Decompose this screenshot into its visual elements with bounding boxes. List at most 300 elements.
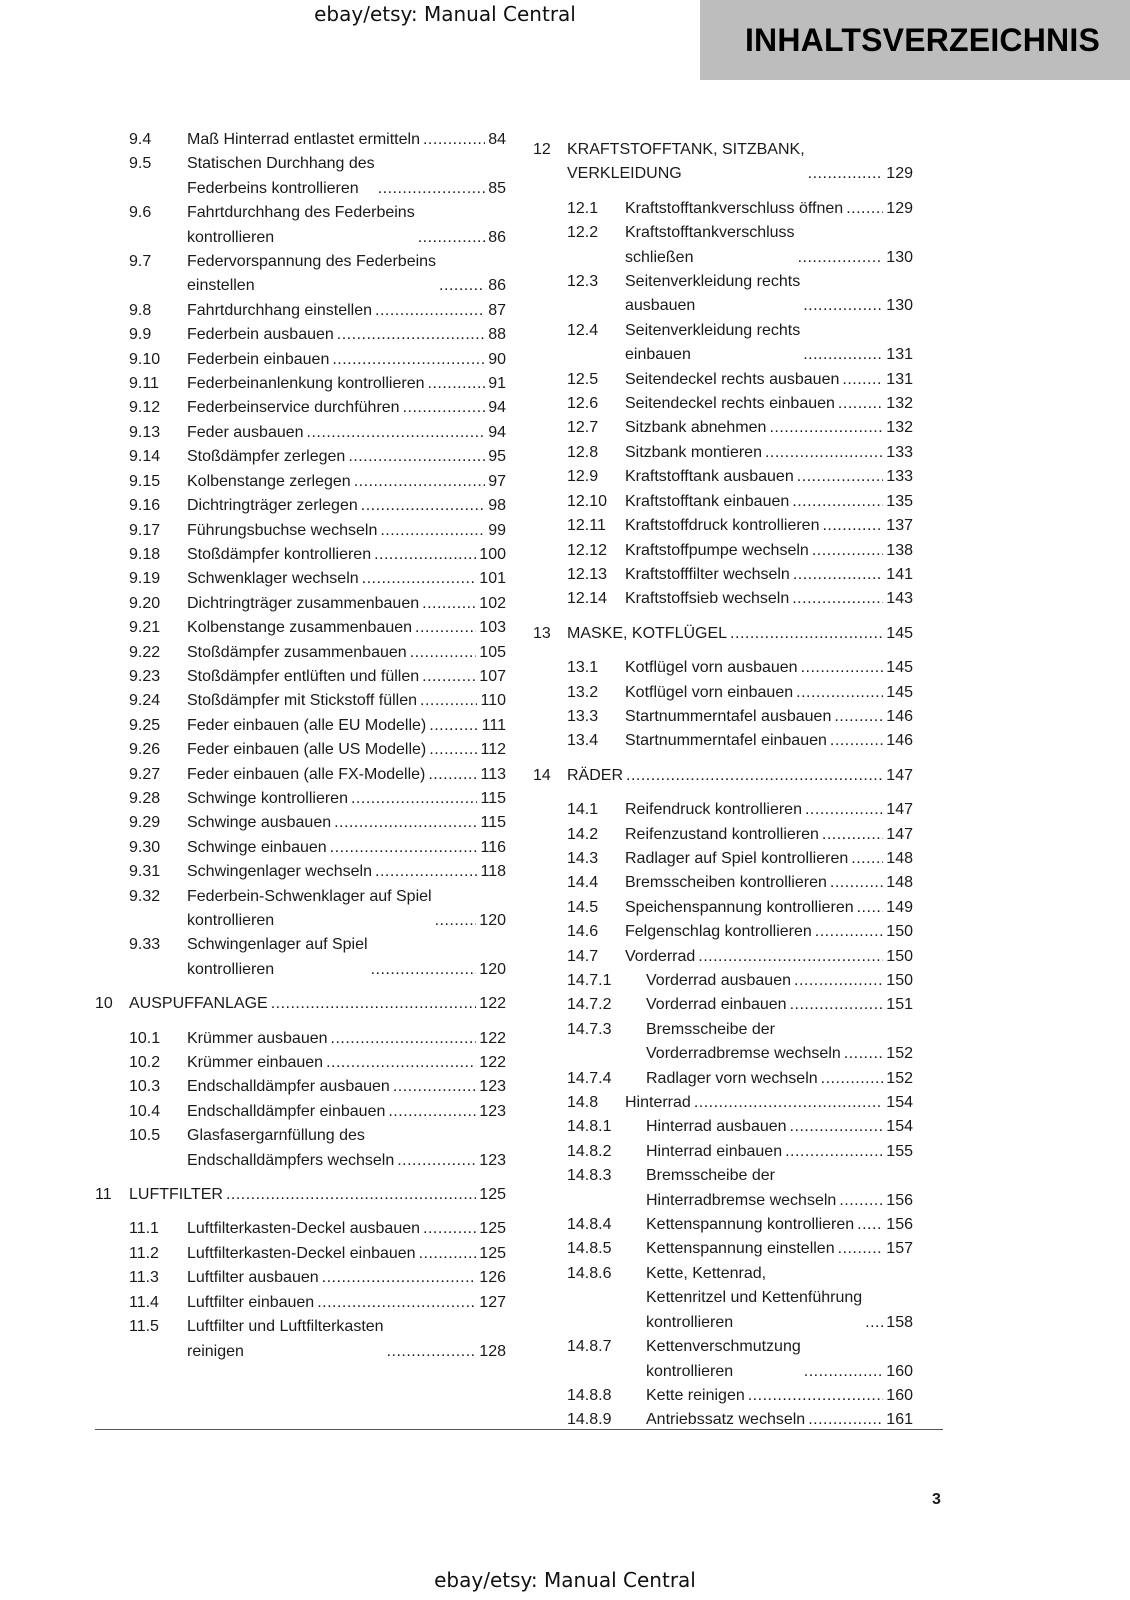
toc-entry[interactable] [95, 348, 506, 372]
toc-entry[interactable] [533, 368, 913, 392]
toc-entry-page: 120 [479, 912, 506, 929]
toc-entry-number: 14 [533, 766, 551, 784]
toc-entry[interactable] [533, 823, 913, 847]
toc-entry[interactable] [533, 705, 913, 729]
toc-entry[interactable] [95, 470, 506, 494]
toc-entry-title: Hinterrad ausbauen [646, 1118, 787, 1136]
toc-entry-title: Speichenspannung kontrollieren [625, 898, 854, 916]
toc-entry[interactable] [533, 514, 913, 538]
toc-entry-title: Luftfilterkasten-Deckel einbauen [187, 1244, 416, 1262]
toc-entry-number: 9.5 [129, 155, 152, 173]
dot-leader [822, 823, 883, 847]
toc-entry-page: 122 [479, 1054, 506, 1072]
dot-leader [822, 514, 883, 538]
toc-entry-page: 129 [886, 165, 913, 183]
toc-entry-page: 145 [886, 683, 913, 701]
dot-leader [785, 1140, 883, 1164]
toc-entry-number: 12.6 [567, 395, 599, 413]
toc-entry-number: 9.4 [129, 131, 152, 148]
toc-entry-number: 9.33 [129, 936, 161, 954]
dot-leader [857, 1213, 883, 1237]
toc-entry-title: Stoßdämpfer zusammenbauen [187, 643, 407, 661]
toc-entry-title: Vorderrad einbauen [646, 996, 787, 1014]
toc-entry-page: 131 [886, 370, 913, 388]
toc-entry-number: 10.1 [129, 1029, 161, 1047]
dot-leader [798, 246, 884, 270]
toc-entry[interactable] [95, 763, 506, 787]
toc-entry-number: 14.8.5 [567, 1240, 612, 1258]
toc-entry-number: 10 [95, 995, 113, 1013]
dot-leader [380, 519, 485, 543]
toc-entry[interactable] [533, 416, 913, 440]
toc-entry-title: Kraftstofftankverschluss öffnen [625, 199, 844, 217]
toc-entry[interactable] [95, 1266, 506, 1290]
toc-entry-page: 155 [886, 1142, 913, 1160]
toc-entry-title: Reifendruck kontrollieren [625, 801, 802, 819]
toc-entry-number: 14.8.9 [567, 1411, 612, 1429]
toc-entry-number: 9.20 [129, 594, 161, 612]
dot-leader [769, 416, 883, 440]
toc-entry-number: 14.8 [567, 1094, 599, 1112]
toc-entry-title: Statischen Durchhang des Federbeins kontrollieren [187, 155, 375, 197]
toc-entry-number: 14.4 [567, 874, 599, 892]
toc-entry-page: 157 [886, 1240, 913, 1258]
toc-entry[interactable] [95, 616, 506, 640]
toc-entry-number: 9.10 [129, 350, 161, 368]
dot-leader [388, 1100, 476, 1124]
toc-entry[interactable] [95, 323, 506, 347]
toc-entry[interactable] [95, 421, 506, 445]
toc-entry[interactable] [533, 319, 913, 368]
toc-entry[interactable] [533, 563, 913, 587]
toc-entry-page: 122 [479, 995, 506, 1013]
page-number: 3 [932, 1491, 941, 1508]
toc-entry-page: 152 [886, 1069, 913, 1087]
toc-entry[interactable] [95, 1291, 506, 1315]
toc-entry-title: Federbein ausbauen [187, 326, 334, 344]
dot-leader [419, 1242, 477, 1266]
toc-entry-page: 125 [479, 1244, 506, 1262]
toc-entry[interactable] [533, 138, 913, 187]
dot-leader [393, 1075, 476, 1099]
toc-entry-title: Feder einbauen (alle EU Modelle) [187, 716, 427, 734]
dot-leader [801, 656, 884, 680]
toc-entry-number: 12.8 [567, 443, 599, 461]
dot-leader [375, 860, 477, 884]
toc-entry[interactable] [95, 1100, 506, 1124]
toc-entry[interactable] [95, 1315, 506, 1364]
toc-entry-page: 146 [886, 707, 913, 725]
toc-entry-title: Schwingenlager auf Spiel kontrollieren [187, 936, 368, 978]
toc-entry-number: 14.7.3 [567, 1020, 612, 1038]
toc-entry-number: 9.17 [129, 521, 161, 539]
toc-entry-title: Kotflügel vorn einbauen [625, 683, 794, 701]
toc-entry-page: 99 [488, 521, 506, 539]
toc-entry-number: 9.31 [129, 863, 161, 881]
dot-leader [790, 993, 884, 1017]
toc-entry-number: 9.22 [129, 643, 161, 661]
toc-entry-page: 101 [479, 570, 506, 588]
toc-entry-page: 111 [481, 716, 506, 734]
dot-leader [793, 563, 883, 587]
toc-entry-title: Feder einbauen (alle FX-Modelle) [187, 765, 426, 783]
dot-leader [334, 811, 477, 835]
toc-entry[interactable] [95, 836, 506, 860]
toc-entry[interactable] [95, 1183, 506, 1207]
toc-entry[interactable] [95, 992, 506, 1016]
toc-entry-number: 9.13 [129, 423, 161, 441]
toc-entry[interactable] [95, 519, 506, 543]
toc-entry-title: Felgenschlag kontrollieren [625, 923, 812, 941]
toc-entry[interactable] [95, 933, 506, 982]
toc-entry-page: 160 [886, 1386, 913, 1404]
toc-entry-number: 9.27 [129, 765, 161, 783]
toc-entry[interactable] [95, 299, 506, 323]
toc-entry-number: 9.29 [129, 814, 161, 832]
toc-entry-page: 86 [488, 228, 506, 246]
dot-leader [803, 294, 883, 318]
toc-entry-number: 14.7.2 [567, 996, 612, 1014]
toc-entry-title: Stoßdämpfer kontrollieren [187, 545, 372, 563]
page-title: INHALTSVERZEICHNIS [744, 22, 1100, 58]
toc-entry-number: 14.1 [567, 801, 599, 819]
toc-entry-page: 103 [479, 619, 506, 637]
toc-entry-page: 115 [480, 814, 506, 832]
toc-entry-number: 14.2 [567, 825, 599, 843]
toc-entry-number: 12.7 [567, 419, 599, 437]
toc-entry[interactable] [533, 1262, 913, 1335]
toc-entry-number: 14.8.7 [567, 1338, 612, 1356]
toc-entry-page: 107 [479, 667, 506, 685]
toc-entry-page: 152 [886, 1045, 913, 1063]
toc-entry-title: Luftfilter einbauen [187, 1293, 315, 1311]
toc-entry[interactable] [533, 490, 913, 514]
dot-leader [415, 616, 476, 640]
toc-entry[interactable] [533, 920, 913, 944]
toc-entry[interactable] [95, 714, 506, 738]
toc-entry-title: LUFTFILTER [129, 1186, 223, 1204]
toc-entry-title: MASKE, KOTFLÜGEL [567, 624, 728, 642]
toc-entry[interactable] [533, 1237, 913, 1261]
toc-entry[interactable] [533, 798, 913, 822]
toc-entry[interactable] [95, 689, 506, 713]
toc-entry-title: Dichtringträger zusammenbauen [187, 594, 420, 612]
watermark-bottom: ebay/etsy: Manual Central [434, 1568, 696, 1592]
toc-entry-number: 13.4 [567, 732, 599, 750]
toc-entry[interactable] [533, 270, 913, 319]
toc-entry-number: 9.8 [129, 301, 152, 319]
toc-entry-number: 11.3 [129, 1269, 159, 1287]
toc-entry[interactable] [533, 622, 913, 646]
dot-leader [420, 689, 477, 713]
toc-entry[interactable] [533, 197, 913, 221]
toc-entry[interactable] [95, 201, 506, 250]
toc-entry-page: 85 [488, 179, 506, 197]
dot-leader [387, 1340, 477, 1364]
toc-entry-number: 9.28 [129, 789, 161, 807]
toc-entry[interactable] [95, 811, 506, 835]
toc-entry-number: 9.24 [129, 692, 161, 710]
toc-entry-title: Schwenklager wechseln [187, 570, 359, 588]
toc-entry-page: 122 [479, 1029, 506, 1047]
toc-entry-page: 149 [886, 898, 913, 916]
toc-entry[interactable] [533, 945, 913, 969]
toc-entry-title: Kette, Kettenrad, Kettenritzel und Kettenführung kontrollieren [646, 1264, 863, 1331]
toc-entry-number: 14.8.3 [567, 1167, 612, 1185]
toc-entry-title: RÄDER [567, 766, 624, 784]
toc-entry-page: 133 [886, 468, 913, 486]
dot-leader [418, 226, 486, 250]
toc-entry[interactable] [95, 665, 506, 689]
dot-leader [804, 1360, 884, 1384]
toc-entry-page: 156 [886, 1191, 913, 1209]
toc-entry[interactable] [95, 592, 506, 616]
toc-entry[interactable] [533, 969, 913, 993]
toc-entry[interactable] [533, 441, 913, 465]
toc-entry-title: Feder einbauen (alle US Modelle) [187, 741, 427, 759]
toc-entry-title: Sitzbank montieren [625, 443, 762, 461]
toc-entry[interactable] [95, 128, 506, 152]
toc-entry[interactable] [95, 494, 506, 518]
toc-entry[interactable] [95, 396, 506, 420]
toc-entry-title: Bremsscheibe der Hinterradbremse wechseln [646, 1167, 837, 1209]
toc-entry[interactable] [95, 1124, 506, 1173]
toc-entry-number: 14.8.1 [567, 1118, 612, 1136]
toc-entry[interactable] [533, 1164, 913, 1213]
toc-entry-number: 9.18 [129, 545, 161, 563]
toc-column-left [95, 128, 506, 1364]
toc-entry-number: 14.8.8 [567, 1386, 612, 1404]
toc-entry-title: Seitendeckel rechts ausbauen [625, 370, 840, 388]
toc-entry-title: Glasfasergarnfüllung des Endschalldämpfers wechseln [187, 1127, 395, 1169]
toc-entry[interactable] [533, 1213, 913, 1237]
toc-entry-page: 141 [886, 565, 913, 583]
toc-entry-number: 9.25 [129, 716, 161, 734]
toc-entry[interactable] [533, 896, 913, 920]
toc-entry[interactable] [95, 1075, 506, 1099]
toc-entry-page: 129 [886, 199, 913, 217]
dot-leader [838, 392, 883, 416]
toc-entry-page: 147 [886, 801, 913, 819]
dot-leader [351, 787, 478, 811]
toc-entry-title: Stoßdämpfer mit Stickstoff füllen [187, 692, 418, 710]
toc-entry-title: Kraftstoffpumpe wechseln [625, 541, 809, 559]
toc-entry[interactable] [95, 1242, 506, 1266]
toc-entry[interactable] [95, 543, 506, 567]
dot-leader [378, 177, 486, 201]
toc-entry-page: 126 [479, 1269, 506, 1287]
toc-entry-number: 14.5 [567, 898, 599, 916]
toc-entry-number: 14.8.4 [567, 1216, 612, 1234]
toc-entry-number: 14.7 [567, 947, 599, 965]
toc-entry-title: Kettenspannung kontrollieren [646, 1216, 855, 1234]
toc-entry[interactable] [533, 656, 913, 680]
toc-entry[interactable] [533, 729, 913, 753]
toc-entry-page: 145 [886, 659, 913, 677]
dot-leader [805, 798, 883, 822]
toc-entry[interactable] [533, 871, 913, 895]
toc-entry[interactable] [95, 445, 506, 469]
dot-leader [815, 920, 884, 944]
toc-entry-page: 102 [479, 594, 506, 612]
toc-entry-page: 91 [488, 375, 506, 393]
dot-leader [851, 847, 883, 871]
dot-leader [842, 368, 883, 392]
toc-entry-title: Fahrtdurchhang des Federbeins kontrollieren [187, 204, 415, 246]
toc-entry-number: 9.14 [129, 448, 161, 466]
toc-entry-title: Feder ausbauen [187, 423, 304, 441]
toc-entry-page: 123 [479, 1102, 506, 1120]
toc-entry-title: Startnummerntafel ausbauen [625, 707, 832, 725]
toc-entry[interactable] [533, 1091, 913, 1115]
toc-entry[interactable] [533, 1115, 913, 1139]
toc-entry[interactable] [533, 1384, 913, 1408]
dot-leader [830, 729, 883, 753]
dot-leader [307, 421, 486, 445]
toc-entry-number: 14.7.4 [567, 1069, 612, 1087]
toc-entry[interactable] [95, 885, 506, 934]
toc-entry[interactable] [533, 764, 913, 788]
dot-leader [423, 128, 485, 152]
toc-entry-page: 120 [479, 960, 506, 978]
toc-entry[interactable] [533, 847, 913, 871]
dot-leader [794, 969, 883, 993]
toc-entry-page: 133 [886, 443, 913, 461]
toc-entry-title: Stoßdämpfer zerlegen [187, 448, 346, 466]
toc-entry-page: 145 [886, 624, 913, 642]
toc-entry-title: Radlager vorn wechseln [646, 1069, 818, 1087]
toc-entry-title: Schwinge ausbauen [187, 814, 332, 832]
toc-entry-page: 161 [886, 1411, 913, 1429]
toc-entry-title: Federbeinservice durchführen [187, 399, 400, 417]
toc-entry-number: 9.21 [129, 619, 161, 637]
toc-entry[interactable] [95, 738, 506, 762]
toc-entry-page: 132 [886, 395, 913, 413]
dot-leader [331, 1027, 477, 1051]
toc-entry-page: 128 [479, 1342, 506, 1360]
toc-entry-page: 116 [480, 838, 506, 856]
toc-entry-title: Luftfilter und Luftfilterkasten reinigen [187, 1318, 384, 1360]
toc-entry-number: 10.2 [129, 1054, 161, 1072]
toc-entry[interactable] [533, 587, 913, 611]
dot-leader [834, 705, 883, 729]
toc-entry-page: 156 [886, 1216, 913, 1234]
toc-entry[interactable] [533, 1018, 913, 1067]
toc-entry-number: 10.4 [129, 1102, 161, 1120]
toc-entry[interactable] [95, 567, 506, 591]
dot-leader [839, 1189, 883, 1213]
toc-entry-title: Stoßdämpfer entlüften und füllen [187, 667, 420, 685]
toc-entry-page: 132 [886, 419, 913, 437]
toc-entry[interactable] [95, 152, 506, 201]
toc-entry[interactable] [533, 1335, 913, 1384]
toc-column-right [533, 128, 913, 1433]
toc-entry-number: 9.15 [129, 472, 161, 490]
toc-entry-title: Bremsscheibe der Vorderradbremse wechseln [646, 1020, 841, 1063]
dot-leader [397, 1149, 476, 1173]
dot-leader [439, 274, 485, 298]
dot-leader [796, 681, 883, 705]
toc-entry-title: Luftfilterkasten-Deckel ausbauen [187, 1220, 421, 1238]
toc-entry-page: 160 [886, 1362, 913, 1380]
toc-entry[interactable] [533, 392, 913, 416]
toc-entry-number: 14.8.6 [567, 1264, 612, 1282]
toc-entry[interactable] [95, 250, 506, 299]
toc-entry[interactable] [95, 1217, 506, 1241]
toc-entry-title: KRAFTSTOFFTANK, SITZBANK, VERKLEIDUNG [567, 141, 805, 183]
toc-entry[interactable] [533, 539, 913, 563]
toc-entry-page: 100 [479, 545, 506, 563]
dot-leader [808, 162, 884, 186]
toc-entry[interactable] [95, 787, 506, 811]
toc-entry-number: 12.9 [567, 468, 599, 486]
toc-entry-page: 84 [488, 131, 506, 148]
toc-entry[interactable] [533, 1140, 913, 1164]
dot-leader [626, 764, 883, 788]
toc-entry-title: Kraftstoffsieb wechseln [625, 590, 790, 608]
toc-entry-number: 9.12 [129, 399, 161, 417]
toc-entry-number: 14.7.1 [567, 972, 612, 989]
toc-entry-page: 98 [488, 497, 506, 515]
dot-leader [865, 1311, 883, 1335]
toc-entry-number: 13.2 [567, 683, 599, 701]
toc-entry-title: Seitenverkleidung rechts einbauen [625, 321, 801, 364]
toc-entry-page: 137 [886, 517, 913, 535]
dot-leader [371, 958, 477, 982]
toc-entry[interactable] [95, 372, 506, 396]
toc-entry-number: 9.19 [129, 570, 161, 588]
toc-entry[interactable] [533, 221, 913, 270]
toc-entry-number: 11.1 [129, 1220, 159, 1238]
toc-entry[interactable] [95, 1027, 506, 1051]
dot-leader [354, 470, 486, 494]
toc-entry[interactable] [95, 1051, 506, 1075]
toc-entry-page: 151 [886, 996, 913, 1014]
toc-entry-number: 14.3 [567, 849, 599, 867]
dot-leader [428, 372, 486, 396]
toc-entry-number: 12 [533, 141, 551, 158]
toc-entry-title: Seitenverkleidung rechts ausbauen [625, 273, 801, 315]
toc-entry-title: Radlager auf Spiel kontrollieren [625, 849, 849, 867]
toc-entry-title: Schwingenlager wechseln [187, 863, 372, 881]
toc-entry-page: 147 [886, 825, 913, 843]
toc-entry-title: Seitendeckel rechts einbauen [625, 395, 835, 413]
footer-divider [95, 1429, 943, 1430]
dot-leader [226, 1183, 476, 1207]
dot-leader [322, 1266, 477, 1290]
toc-entry-title: Vorderrad [625, 947, 696, 965]
toc-entry-title: Kettenspannung einstellen [646, 1240, 835, 1258]
toc-entry-number: 13.1 [567, 659, 599, 677]
dot-leader [857, 896, 884, 920]
dot-leader [435, 909, 477, 933]
toc-entry-title: Krümmer ausbauen [187, 1029, 328, 1047]
toc-entry[interactable] [533, 465, 913, 489]
toc-entry-title: Krümmer einbauen [187, 1054, 324, 1072]
toc-entry[interactable] [95, 641, 506, 665]
toc-entry[interactable] [533, 681, 913, 705]
toc-entry-number: 12.10 [567, 492, 608, 510]
toc-entry-number: 12.2 [567, 224, 599, 242]
toc-entry[interactable] [533, 1067, 913, 1091]
toc-entry[interactable] [533, 993, 913, 1017]
toc-entry-title: Führungsbuchse wechseln [187, 521, 378, 539]
toc-entry-page: 150 [886, 972, 913, 989]
toc-entry-number: 11.4 [129, 1293, 159, 1311]
toc-entry[interactable] [95, 860, 506, 884]
toc-entry-page: 90 [488, 350, 506, 368]
toc-entry-page: 94 [488, 399, 506, 417]
